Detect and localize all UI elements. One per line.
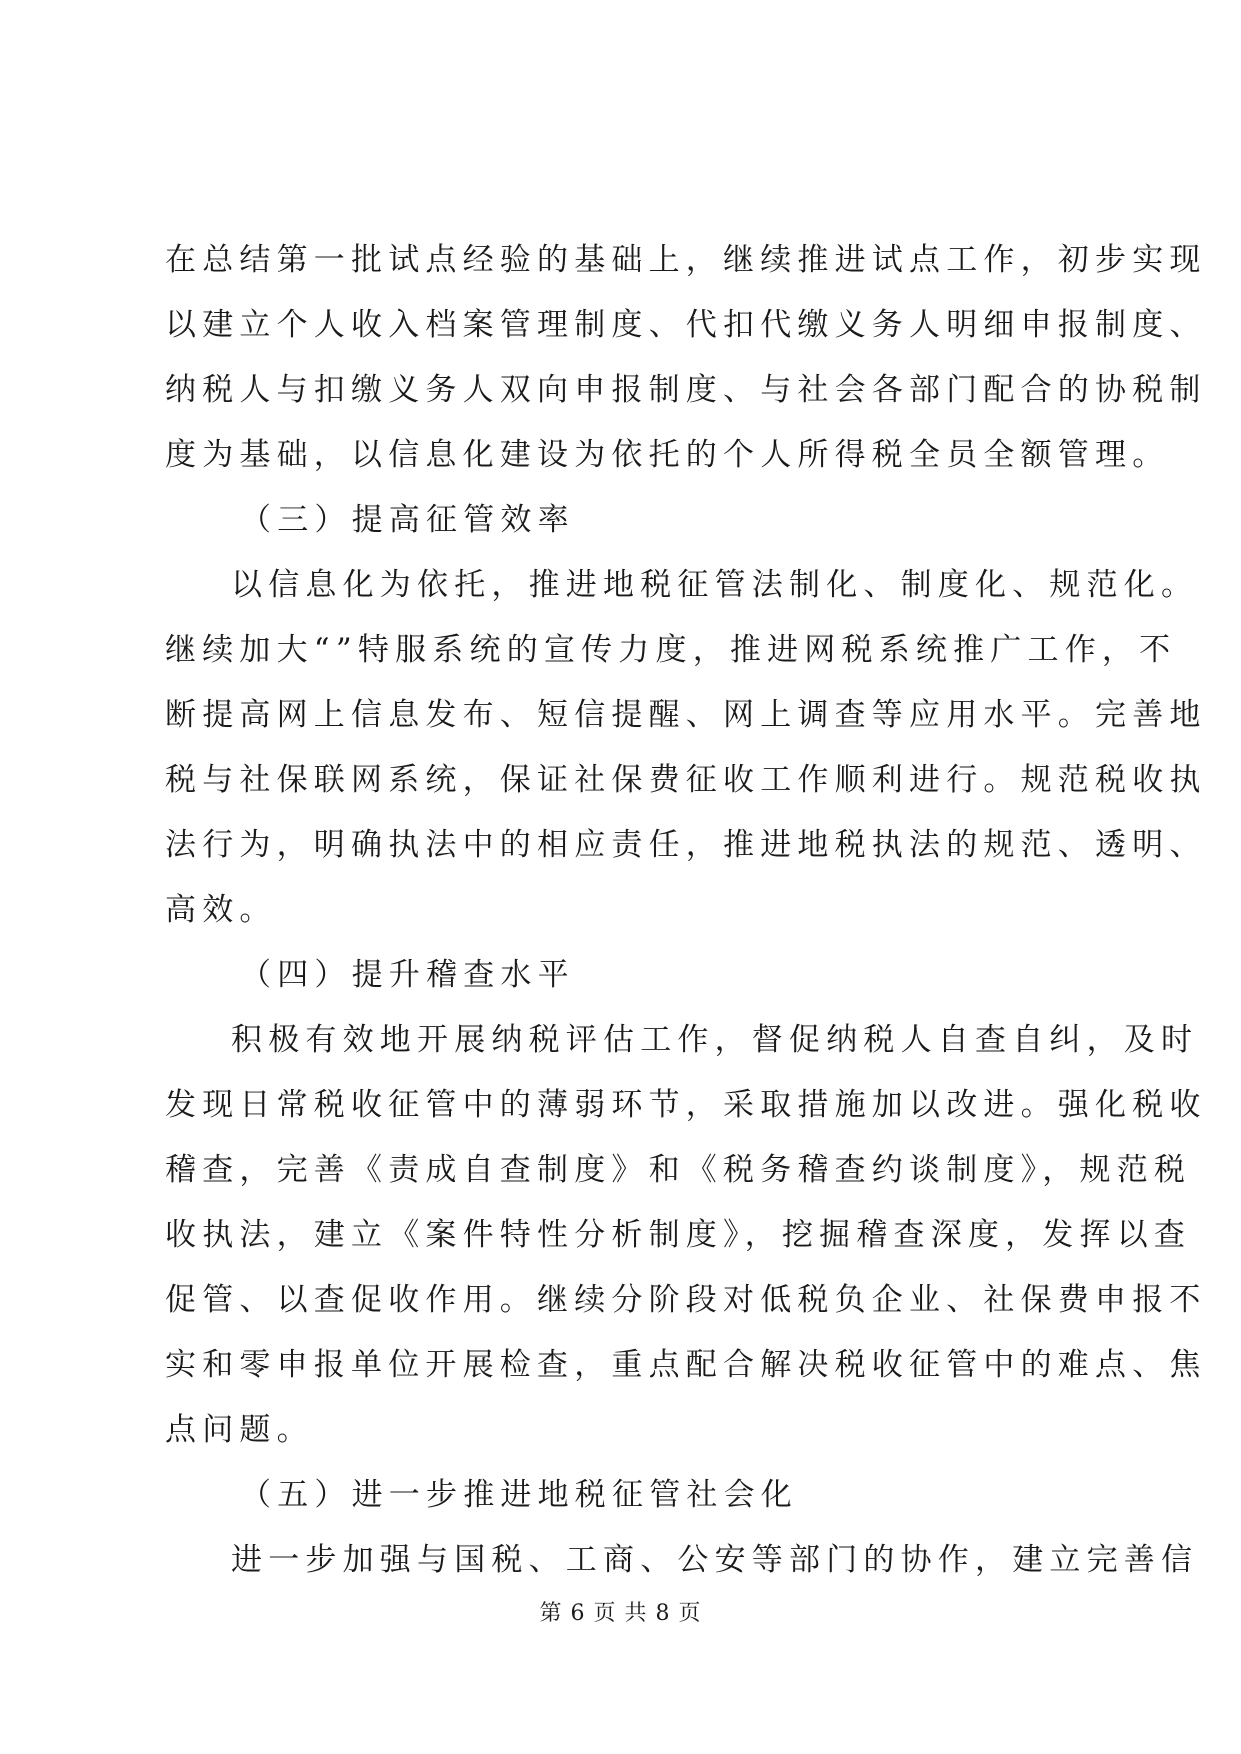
paragraph-line: 积极有效地开展纳税评估工作，督促纳税人自查自纠，及时 [231,1022,1199,1058]
paragraph-line: 促管、以查促收作用。继续分阶段对低税负企业、社保费申报不 [165,1282,1207,1318]
paragraph-line: 继续加大“”特服系统的宣传力度，推进网税系统推广工作，不 [165,632,1177,668]
paragraph-line: 法行为，明确执法中的相应责任，推进地税执法的规范、透明、 [165,827,1207,863]
paragraph-line: 断提高网上信息发布、短信提醒、网上调查等应用水平。完善地 [165,697,1207,733]
section-heading: （四）提升稽查水平 [240,957,575,993]
page-footer: 第 6 页 共 8 页 [539,1601,702,1626]
paragraph-line: 度为基础，以信息化建设为依托的个人所得税全员全额管理。 [165,437,1170,473]
paragraph-line: 纳税人与扣缴义务人双向申报制度、与社会各部门配合的协税制 [165,372,1207,408]
paragraph-line: 以建立个人收入档案管理制度、代扣代缴义务人明细申报制度、 [165,307,1207,343]
paragraph-line: 点问题。 [165,1412,314,1448]
paragraph-line: 实和零申报单位开展检查，重点配合解决税收征管中的难点、焦 [165,1347,1207,1383]
section-heading: （五）进一步推进地税征管社会化 [240,1477,798,1513]
paragraph-line: 收执法，建立《案件特性分析制度》，挖掘稽查深度，发挥以查 [165,1217,1192,1253]
paragraph-line: 发现日常税收征管中的薄弱环节，采取措施加以改进。强化税收 [165,1087,1207,1123]
paragraph-line: 进一步加强与国税、工商、公安等部门的协作，建立完善信 [231,1542,1199,1578]
paragraph-line: 在总结第一批试点经验的基础上，继续推进试点工作，初步实现 [165,242,1207,278]
paragraph-line: 税与社保联网系统，保证社保费征收工作顺利进行。规范税收执 [165,762,1207,798]
paragraph-line: 稽查，完善《责成自查制度》和《税务稽查约谈制度》，规范税 [165,1152,1192,1188]
section-heading: （三）提高征管效率 [240,502,575,538]
paragraph-line: 高效。 [165,892,277,928]
document-body [165,228,1207,1593]
paragraph-line: 以信息化为依托，推进地税征管法制化、制度化、规范化。 [231,567,1199,603]
